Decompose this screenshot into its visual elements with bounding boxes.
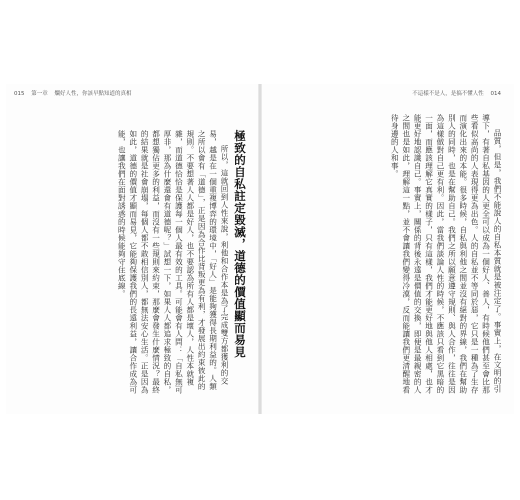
left-page-header (14, 90, 137, 98)
section-heading: 極致的自私註定毀滅，道德的價值顯而易見 (233, 130, 247, 358)
left-page (6, 84, 259, 414)
running-title: 不這樣不是人，是搞不懂人性 (412, 91, 484, 97)
chapter-label: 第一章 (31, 91, 48, 97)
right-page (261, 84, 514, 414)
book-spread (6, 84, 514, 414)
page-number: 015 (14, 91, 25, 97)
chapter-title: 爛好人性，你該早點知道的真相 (54, 91, 132, 97)
right-page-body (281, 114, 503, 400)
body-text: 所以，這就回到人性來說，利他和合作本是為了完成雙方都獲利的交易，越是在一個重複博弈的環境中，「好人」是能夠獲得長期利益的。人類之所以會有「道德」，正是因為合作比背叛更為有利，才發展出約束彼此的規則。不要想著人人都是好人，也不要認為所有人都是壞人，人性本就複雜，而道德恰恰是保護每一個人最有效的工具。可能會有人問：「自私無可厚非，那為什麼還會有道德呢？」試想一下，如果人人都追求極致的自私，都想獨佔更多的利益，而沒有一些規則來約束，那麼會發生什麼情況？最終的結果就是社會崩塌，每個人都不敢相信別人，都無法安心生活。正是因為如此，道德的價值才顯而易見，它能夠保護我們的長遠利益，讓合作成為可能，也讓我們在面對誘惑的時候能夠守住底線。 (117, 130, 229, 394)
right-page-header (412, 90, 506, 98)
body-text: 品質，但是，我們不能說人的自私本質就是被注定了。事實上，在文明的引導下，有著自私基因的人更全可以成為一個好人、善人，有時候他們甚至會比那些看似高尚的人表現得更為出色。人的自私並不等同於惡，它只是一種為了生存而演化出來的本能。很多時候，自私與利他之間並沒有絕對的界線，我們在幫助別人的同時，也是在幫助自己。我們之所以願意遵守規則、與人合作，往往是因為這樣做對自己更有利。因此，當我們談論人性的時候，不應該只看到它黑暗的一面，而應該理解它真實的樣子，只有這樣，我們才能更好地與他人相處，也才能更好地認識自己。事實上，關係的背後永遠是價值的交換，即便是最親密的人之間也是如此，理解這一點，並不會讓我們變得冷漠，反而能讓我們更清醒地看待身邊的人和事。 (390, 114, 502, 394)
left-page-body (24, 130, 230, 396)
page-number: 014 (490, 91, 501, 97)
